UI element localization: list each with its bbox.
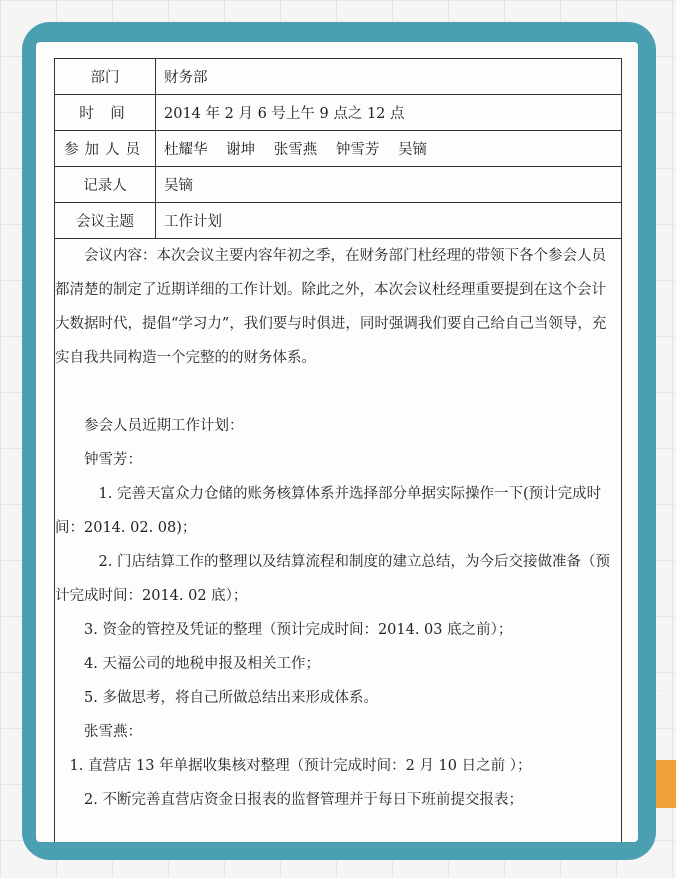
- recorder-value: 吴镝: [156, 167, 622, 203]
- plan-item: 1. 直营店 13 年单据收集核对整理（预计完成时间：2 月 10 日之前 ）；: [69, 758, 532, 774]
- attendee-name: 杜耀华: [164, 142, 208, 158]
- time-value: 2014 年 2 月 6 号上午 9 点之 12 点: [156, 95, 622, 131]
- person-name: 张雪燕：: [84, 724, 142, 740]
- plan-item: 2. 门店结算工作的整理以及结算流程和制度的建立总结，为今后交接做准备（预计完成时间：2014. 02 底）；: [55, 554, 610, 604]
- meeting-summary: 会议内容：本次会议主要内容年初之季，在财务部门杜经理的带领下各个参会人员都清楚的制定了近期详细的工作计划。除此之外，本次会议杜经理重要提到在这个会计大数据时代，提倡“学习力”，我们要与时俱进，同时强调我们要自己给自己当领导，充实自我共同构造一个完整的的财务体系。: [55, 248, 607, 366]
- attendee-name: 钟雪芳: [335, 142, 380, 158]
- table-row: [55, 203, 621, 239]
- plan-item: 3. 资金的管控及凭证的整理（预计完成时间：2014. 03 底之前）；: [84, 622, 513, 638]
- plan-item: 4. 天福公司的地税申报及相关工作；: [84, 656, 320, 672]
- document-page: [36, 42, 638, 842]
- table-row: [55, 167, 621, 203]
- department-label: 部门: [55, 59, 156, 95]
- attendees-label: 参加人员: [55, 131, 156, 167]
- department-value: 财务部: [156, 59, 622, 95]
- meeting-content: [55, 239, 621, 817]
- plan-item: 1. 完善天富众力仓储的账务核算体系并选择部分单据实际操作一下(预计完成时间：2014. 02. 08)；: [55, 486, 602, 536]
- topic-value: 工作计划: [156, 203, 622, 239]
- table-row: [55, 131, 621, 167]
- table-row: [55, 95, 621, 131]
- attendee-name: 谢坤: [226, 142, 256, 158]
- plans-heading: 参会人员近期工作计划：: [84, 418, 244, 434]
- plan-item: 5. 多做思考，将自己所做总结出来形成体系。: [84, 690, 378, 706]
- topic-label: 会议主题: [55, 203, 156, 239]
- attendee-name: 吴镝: [397, 142, 427, 158]
- time-label: 时 间: [55, 95, 156, 131]
- person-name: 钟雪芳：: [84, 452, 142, 468]
- plan-item: 2. 不断完善直营店资金日报表的监督管理并于每日下班前提交报表；: [84, 792, 523, 808]
- attendee-name: 张雪燕: [273, 142, 318, 158]
- recorder-label: 记录人: [55, 167, 156, 203]
- attendees-value: [156, 131, 622, 167]
- meeting-minutes-sheet: [54, 58, 622, 842]
- table-row: [55, 59, 621, 95]
- meeting-info-table: [55, 59, 621, 239]
